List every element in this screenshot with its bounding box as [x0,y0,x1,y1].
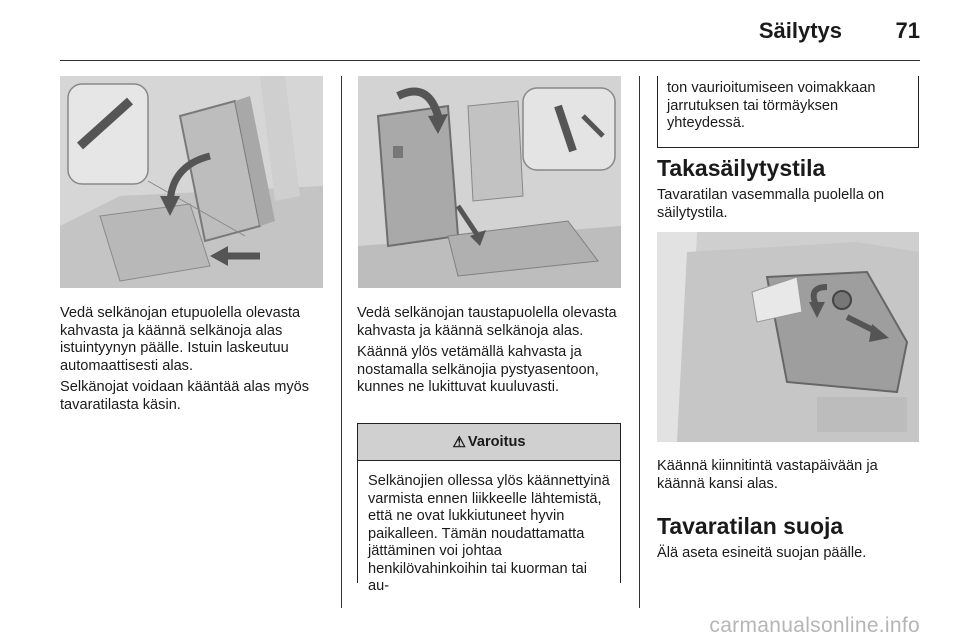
middle-column-text [357,305,622,397]
left-paragraph-1: Vedä selkänojan etupuolella olevasta kahvasta ja käännä selkänoja alas istuintyynyn päälle. Istuin laskeutuu automaattisesti alas. [60,305,301,374]
page-number: 71 [895,18,920,43]
header-rule [60,60,920,61]
warning-text: Selkänojien ollessa ylös käännettyinä varmista ennen liikkeelle lähtemistä, että ne ovat lukkiutuneet hyvin paikalleen. Tämän noudattamatta jättäminen voi johtaa henkilövahinkoihin tai kuorman tai au- [368,473,610,594]
warning-continuation-box: ton vaurioitumiseen voimakkaan jarrutuksen tai törmäyksen yhteydessä. [657,76,919,148]
column-divider-2 [639,76,640,608]
warning-header [358,424,620,461]
watermark: carmanualsonline.info [709,614,920,637]
rear-storage-text: Tavaratilan vasemmalla puolella on säilytystila. [657,187,885,221]
rear-storage-illustration [657,232,919,442]
warning-triangle-icon: ⚠ [452,434,466,451]
heading-rear-storage: Takasäilytystila [657,155,826,181]
load-cover-text: Älä aseta esineitä suojan päälle. [657,545,867,561]
seat-fold-rear-illustration [358,76,621,288]
page-header [0,0,960,62]
section-title: Säilytys [758,18,842,43]
storage-instruction-text: Käännä kiinnitintä vastapäivään ja käännä kansi alas. [657,458,878,492]
column-divider-1 [341,76,342,608]
left-paragraph-2: Selkänojat voidaan kääntää alas myös tavaratilasta käsin. [60,379,310,413]
left-column-text [60,305,324,414]
warning-box [357,423,621,594]
warning-title: Varoitus [467,434,526,450]
heading-load-cover: Tavaratilan suoja [657,513,844,539]
middle-paragraph-2: Käännä ylös vetämällä kahvasta ja nostamalla selkänojia pystyasentoon, kunnes ne lukittuvat kuuluvasti. [357,344,599,395]
seat-fold-front-illustration [60,76,323,288]
middle-paragraph-1: Vedä selkänojan taustapuolella olevasta kahvasta ja käännä selkänoja alas. [357,305,617,339]
